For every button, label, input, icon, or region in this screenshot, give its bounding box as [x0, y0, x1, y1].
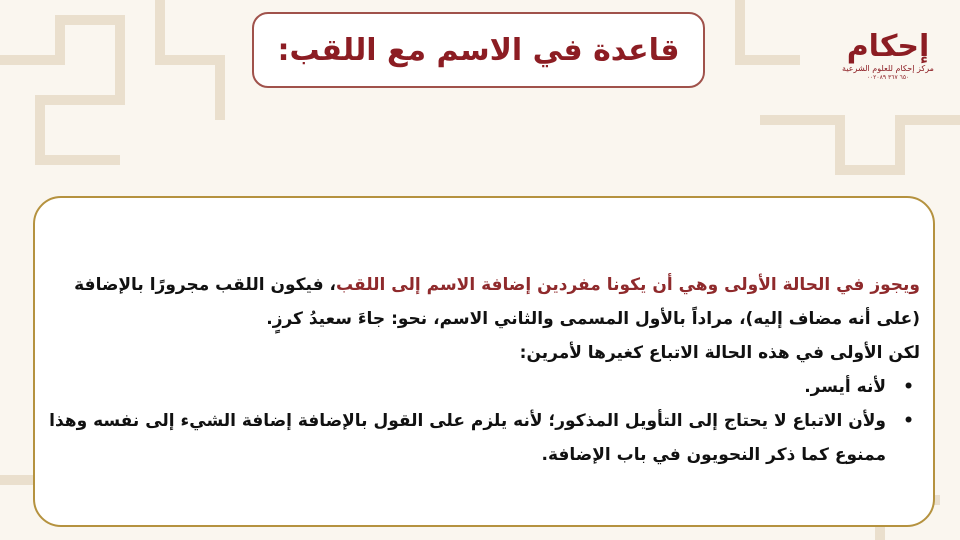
- p1-rest: ، فيكون اللقب مجرورًا بالإضافة (على أنه مضاف إليه)، مراداً بالأول المسمى والثاني الاسم، نحو: جاءَ سعيدُ كرزٍ.: [74, 275, 920, 329]
- list-item-text: ولأن الاتباع لا يحتاج إلى التأويل المذكور؛ لأنه يلزم على القول بالإضافة إضافة الشيء إلى نفسه وهذا ممنوع كما ذكر النحويون في باب الإضافة.: [49, 411, 886, 465]
- content-text: [40, 268, 920, 472]
- slide-title: قاعدة في الاسم مع اللقب:: [277, 32, 680, 68]
- logo-number: ٦٥٠ ٣٦٧ ٠٠٢٠٨٩: [866, 74, 910, 81]
- bullet-icon: •: [903, 411, 914, 431]
- title-box: [252, 12, 705, 88]
- highlight-phrase-1: ويجوز في الحالة الأولى وهي أن يكونا مفردين: [537, 275, 920, 295]
- paragraph-1: [40, 268, 920, 336]
- logo-word: إحكام: [846, 29, 930, 64]
- bullet-icon: •: [903, 377, 914, 397]
- bullet-list: [40, 370, 920, 472]
- logo: [838, 22, 938, 102]
- highlight-phrase-2: إضافة الاسم إلى اللقب: [335, 275, 532, 295]
- logo-subtitle: مركز إحكام للعلوم الشرعية: [842, 64, 934, 73]
- list-item: [40, 404, 920, 472]
- paragraph-2: لكن الأولى في هذه الحالة الاتباع كغيرها لأمرين:: [519, 343, 920, 363]
- list-item-text: لأنه أيسر.: [804, 377, 886, 397]
- list-item: [40, 370, 920, 404]
